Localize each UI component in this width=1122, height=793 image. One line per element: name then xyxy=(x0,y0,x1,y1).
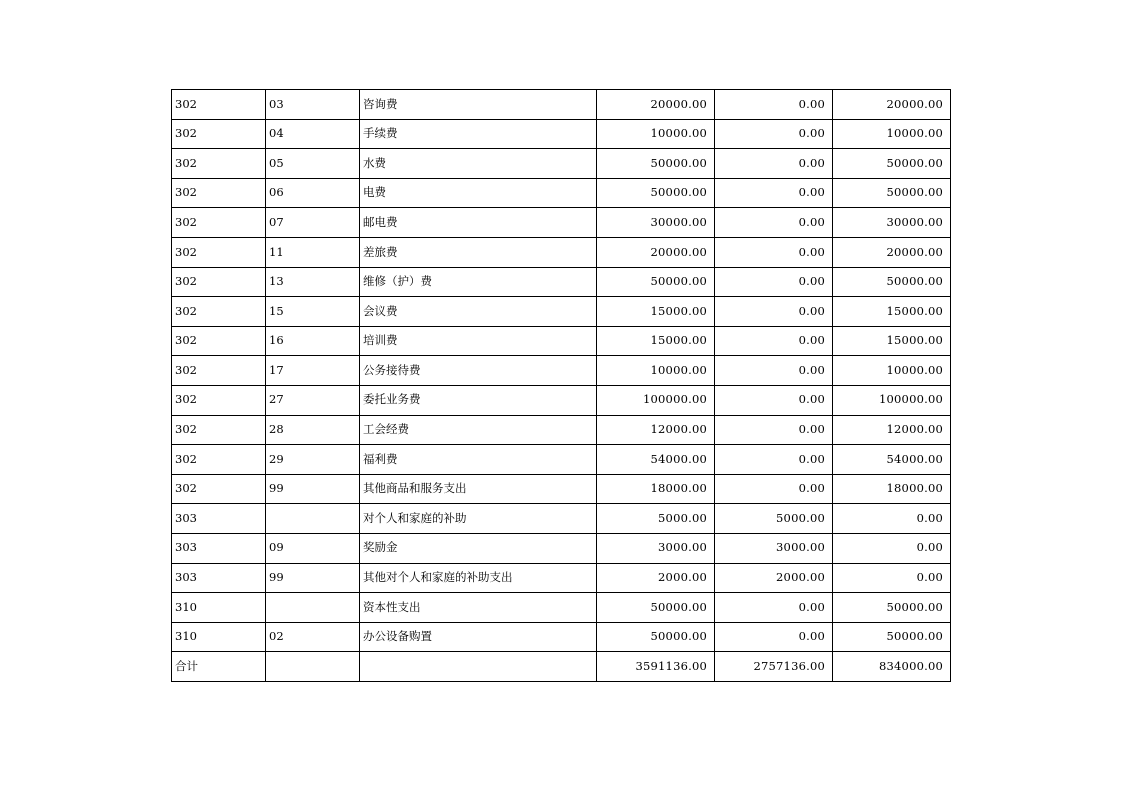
table-row xyxy=(172,533,951,563)
item-name-cell: 对个人和家庭的补助 xyxy=(360,504,597,534)
item-code-cell: 02 xyxy=(266,622,360,652)
item-code-cell: 28 xyxy=(266,415,360,445)
total-amount-cell: 3000.00 xyxy=(597,533,715,563)
table-row xyxy=(172,119,951,149)
class-code-cell: 302 xyxy=(172,90,266,120)
class-code-cell: 302 xyxy=(172,208,266,238)
project-amount-cell: 15000.00 xyxy=(833,297,951,327)
total-amount-cell: 15000.00 xyxy=(597,297,715,327)
item-code-cell xyxy=(266,593,360,623)
project-amount-cell: 50000.00 xyxy=(833,149,951,179)
basic-amount-cell: 0.00 xyxy=(715,356,833,386)
item-name-cell: 资本性支出 xyxy=(360,593,597,623)
basic-amount-cell: 0.00 xyxy=(715,415,833,445)
table-body xyxy=(172,90,951,682)
project-amount-cell: 15000.00 xyxy=(833,326,951,356)
project-amount-cell: 10000.00 xyxy=(833,356,951,386)
project-amount-cell: 18000.00 xyxy=(833,474,951,504)
item-name-cell: 咨询费 xyxy=(360,90,597,120)
total-amount-cell: 18000.00 xyxy=(597,474,715,504)
item-name-cell: 其他商品和服务支出 xyxy=(360,474,597,504)
table-row xyxy=(172,356,951,386)
item-name-cell: 维修（护）费 xyxy=(360,267,597,297)
basic-amount-cell: 0.00 xyxy=(715,90,833,120)
class-code-cell: 302 xyxy=(172,237,266,267)
table-row xyxy=(172,445,951,475)
table-row xyxy=(172,622,951,652)
project-amount-cell: 0.00 xyxy=(833,504,951,534)
basic-amount-cell: 0.00 xyxy=(715,178,833,208)
basic-amount-cell: 0.00 xyxy=(715,593,833,623)
project-amount-cell: 50000.00 xyxy=(833,622,951,652)
table-row xyxy=(172,178,951,208)
project-amount-cell: 30000.00 xyxy=(833,208,951,238)
table-row xyxy=(172,297,951,327)
item-name-cell: 手续费 xyxy=(360,119,597,149)
total-amount-cell: 3591136.00 xyxy=(597,652,715,682)
basic-amount-cell: 0.00 xyxy=(715,297,833,327)
project-amount-cell: 50000.00 xyxy=(833,593,951,623)
project-amount-cell: 0.00 xyxy=(833,563,951,593)
class-code-cell: 303 xyxy=(172,533,266,563)
class-code-cell: 302 xyxy=(172,445,266,475)
total-amount-cell: 2000.00 xyxy=(597,563,715,593)
project-amount-cell: 12000.00 xyxy=(833,415,951,445)
class-code-cell: 302 xyxy=(172,356,266,386)
class-code-cell: 302 xyxy=(172,385,266,415)
item-code-cell xyxy=(266,504,360,534)
total-amount-cell: 30000.00 xyxy=(597,208,715,238)
total-amount-cell: 10000.00 xyxy=(597,119,715,149)
project-amount-cell: 10000.00 xyxy=(833,119,951,149)
basic-amount-cell: 0.00 xyxy=(715,267,833,297)
class-code-cell: 303 xyxy=(172,504,266,534)
project-amount-cell: 54000.00 xyxy=(833,445,951,475)
total-amount-cell: 10000.00 xyxy=(597,356,715,386)
item-code-cell: 29 xyxy=(266,445,360,475)
basic-amount-cell: 0.00 xyxy=(715,445,833,475)
item-name-cell: 电费 xyxy=(360,178,597,208)
class-code-cell: 302 xyxy=(172,326,266,356)
class-code-cell: 303 xyxy=(172,563,266,593)
class-code-cell: 302 xyxy=(172,474,266,504)
basic-amount-cell: 0.00 xyxy=(715,149,833,179)
table-row xyxy=(172,385,951,415)
total-amount-cell: 50000.00 xyxy=(597,593,715,623)
project-amount-cell: 20000.00 xyxy=(833,237,951,267)
basic-amount-cell: 0.00 xyxy=(715,326,833,356)
item-name-cell: 邮电费 xyxy=(360,208,597,238)
item-code-cell: 99 xyxy=(266,563,360,593)
item-name-cell: 奖励金 xyxy=(360,533,597,563)
item-code-cell: 27 xyxy=(266,385,360,415)
table-row xyxy=(172,267,951,297)
table-row xyxy=(172,237,951,267)
table-row xyxy=(172,90,951,120)
project-amount-cell: 50000.00 xyxy=(833,267,951,297)
item-code-cell: 99 xyxy=(266,474,360,504)
item-code-cell: 09 xyxy=(266,533,360,563)
item-code-cell: 07 xyxy=(266,208,360,238)
item-name-cell: 其他对个人和家庭的补助支出 xyxy=(360,563,597,593)
item-name-cell: 会议费 xyxy=(360,297,597,327)
item-name-cell: 福利费 xyxy=(360,445,597,475)
total-amount-cell: 20000.00 xyxy=(597,237,715,267)
expenditure-table xyxy=(171,89,951,682)
total-amount-cell: 50000.00 xyxy=(597,178,715,208)
total-amount-cell: 54000.00 xyxy=(597,445,715,475)
total-amount-cell: 50000.00 xyxy=(597,267,715,297)
basic-amount-cell: 0.00 xyxy=(715,237,833,267)
item-name-cell: 水费 xyxy=(360,149,597,179)
basic-amount-cell: 2000.00 xyxy=(715,563,833,593)
table-row xyxy=(172,563,951,593)
class-code-cell: 310 xyxy=(172,622,266,652)
item-code-cell: 17 xyxy=(266,356,360,386)
basic-amount-cell: 2757136.00 xyxy=(715,652,833,682)
total-amount-cell: 50000.00 xyxy=(597,149,715,179)
item-name-cell: 委托业务费 xyxy=(360,385,597,415)
project-amount-cell: 20000.00 xyxy=(833,90,951,120)
table-row xyxy=(172,504,951,534)
table-row xyxy=(172,415,951,445)
total-amount-cell: 15000.00 xyxy=(597,326,715,356)
class-code-cell: 302 xyxy=(172,119,266,149)
item-code-cell: 16 xyxy=(266,326,360,356)
total-amount-cell: 20000.00 xyxy=(597,90,715,120)
basic-amount-cell: 5000.00 xyxy=(715,504,833,534)
class-code-cell: 302 xyxy=(172,178,266,208)
project-amount-cell: 0.00 xyxy=(833,533,951,563)
total-amount-cell: 50000.00 xyxy=(597,622,715,652)
basic-amount-cell: 0.00 xyxy=(715,622,833,652)
class-code-cell: 302 xyxy=(172,149,266,179)
basic-amount-cell: 0.00 xyxy=(715,385,833,415)
class-code-cell: 310 xyxy=(172,593,266,623)
item-code-cell: 05 xyxy=(266,149,360,179)
item-name-cell: 工会经费 xyxy=(360,415,597,445)
class-code-cell: 302 xyxy=(172,267,266,297)
item-name-cell xyxy=(360,652,597,682)
item-name-cell: 公务接待费 xyxy=(360,356,597,386)
class-code-cell: 302 xyxy=(172,415,266,445)
item-name-cell: 办公设备购置 xyxy=(360,622,597,652)
class-code-cell: 302 xyxy=(172,297,266,327)
total-amount-cell: 100000.00 xyxy=(597,385,715,415)
total-amount-cell: 5000.00 xyxy=(597,504,715,534)
table-row xyxy=(172,474,951,504)
class-code-cell: 合计 xyxy=(172,652,266,682)
total-amount-cell: 12000.00 xyxy=(597,415,715,445)
item-code-cell xyxy=(266,652,360,682)
project-amount-cell: 834000.00 xyxy=(833,652,951,682)
item-name-cell: 培训费 xyxy=(360,326,597,356)
item-code-cell: 13 xyxy=(266,267,360,297)
basic-amount-cell: 0.00 xyxy=(715,119,833,149)
item-name-cell: 差旅费 xyxy=(360,237,597,267)
table-row xyxy=(172,149,951,179)
table-row xyxy=(172,326,951,356)
basic-amount-cell: 3000.00 xyxy=(715,533,833,563)
project-amount-cell: 100000.00 xyxy=(833,385,951,415)
table-row xyxy=(172,208,951,238)
item-code-cell: 06 xyxy=(266,178,360,208)
basic-amount-cell: 0.00 xyxy=(715,208,833,238)
table-row xyxy=(172,593,951,623)
basic-amount-cell: 0.00 xyxy=(715,474,833,504)
project-amount-cell: 50000.00 xyxy=(833,178,951,208)
item-code-cell: 04 xyxy=(266,119,360,149)
item-code-cell: 03 xyxy=(266,90,360,120)
item-code-cell: 11 xyxy=(266,237,360,267)
item-code-cell: 15 xyxy=(266,297,360,327)
total-row xyxy=(172,652,951,682)
